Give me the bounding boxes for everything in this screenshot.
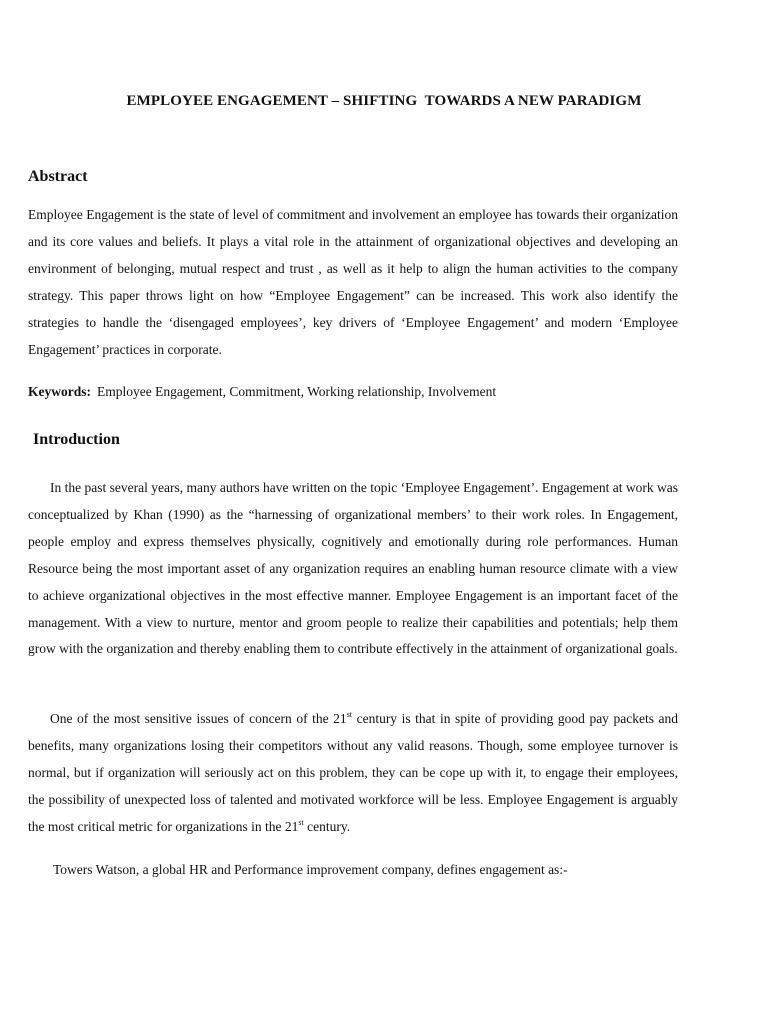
abstract-text: Employee Engagement is the state of level of commitment and involvement an employee has towards their organization and its core values and beliefs. It plays a vital role in the attainment of organizational objectives and developing an environment of belonging, mutual respect and trust , as well as it help to align the human activities to the company strategy. This paper throws light on how “Employee Engagement” can be increased. This work also identify the strategies to handle the ‘disengaged employees’, key drivers of ‘Employee Engagement’ and modern ‘Employee Engagement’ practices in corporate.	[28, 207, 678, 357]
keywords-text: Employee Engagement, Commitment, Working relationship, Involvement	[97, 384, 497, 399]
keywords-line	[28, 384, 728, 400]
superscript-st: st	[298, 817, 304, 827]
introduction-paragraph-1: In the past several years, many authors have written on the topic ‘Employee Engagement’. Engagement at work was conceptualized by Khan (1990) as the “harnessing of organizational members’ to their work roles. In Engagement, people employ and express themselves physically, cognitively and emotionally during role performances. Human Resource being the most important asset of any organization requires an enabling human resource climate with a view to achieve organizational objectives in the most effective manner. Employee Engagement is an important facet of the management. With a view to nurture, mentor and groom people to realize their capabilities and potentials; help them grow with the organization and thereby enabling them to contribute effectively in the attainment of organizational goals.	[28, 480, 678, 657]
paper-title: EMPLOYEE ENGAGEMENT – SHIFTING TOWARDS A NEW PARADIGM	[126, 93, 642, 109]
introduction-paragraph-3: Towers Watson, a global HR and Performance improvement company, defines engagement as:-	[53, 862, 568, 877]
superscript-st: st	[346, 710, 353, 719]
introduction-paragraph-2	[28, 706, 678, 841]
p2-text-3: century.	[303, 818, 351, 834]
abstract-heading: Abstract	[28, 168, 88, 185]
p2-text-1: One of the most sensitive issues of concern of the 21	[50, 711, 347, 726]
p2-text-2: century is that in spite of providing good pay packets and benefits, many organizations losing their competitors without any valid reasons. Though, some employee turnover is normal, but if organization will seriously act on this problem, they can be cope up with it, to engage their employees, the possibility of unexpected loss of talented and motivated workforce will be less. Employee Engagement is arguably the most critical metric for organizations in the 21	[28, 711, 679, 834]
keywords-label: Keywords:	[28, 384, 91, 399]
introduction-heading: Introduction	[33, 431, 120, 448]
